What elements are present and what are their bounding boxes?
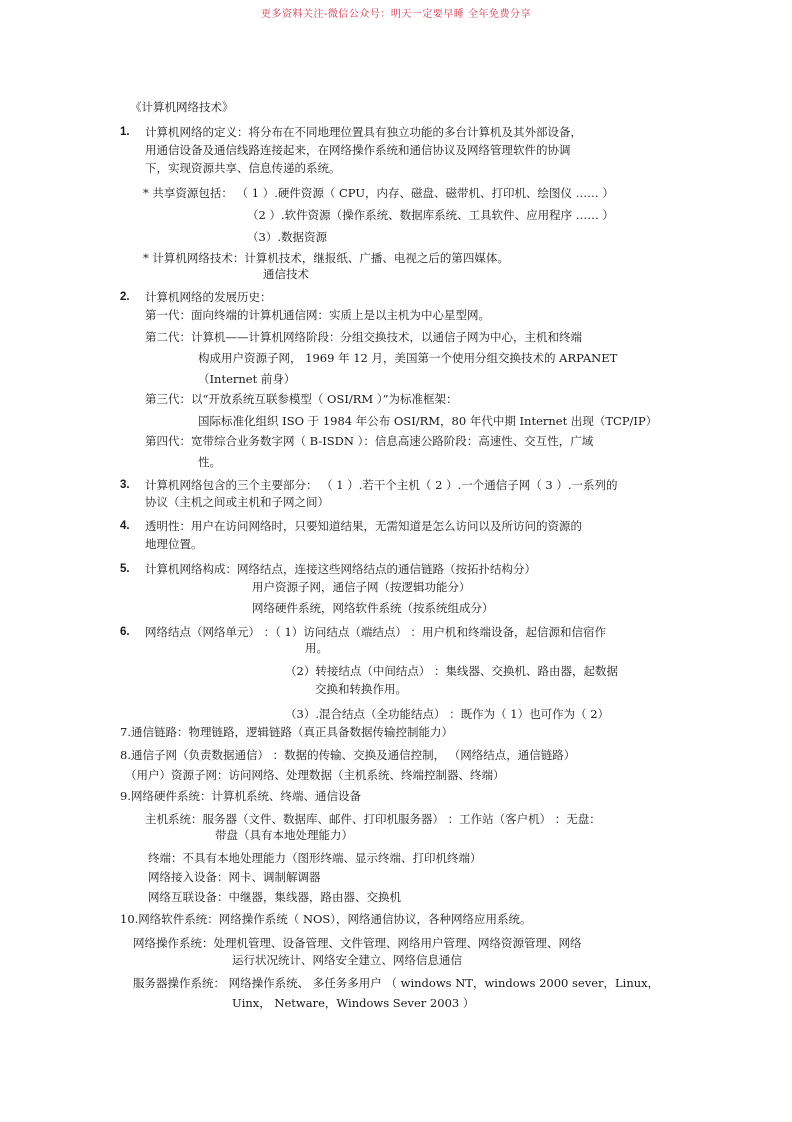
text-line: 网络接入设备：网卡、调制解调器 bbox=[148, 870, 321, 884]
list-number: 4. bbox=[120, 520, 130, 532]
text-line: 交换和转换作用。 bbox=[315, 682, 407, 696]
text-line: （2）转接结点（中间结点） ：集线器、交换机、路由器，起数据 bbox=[285, 664, 618, 678]
text-line: Uinx， Netware，Windows Sever 2003 ） bbox=[232, 996, 475, 1010]
text-line: 地理位置。 bbox=[145, 537, 203, 551]
text-line: 网络结点（网络单元） ：（ 1）访问结点（端结点） ：用户机和终端设备，起信源和信宿作 bbox=[145, 625, 607, 639]
text-line: 带盘（具有本地处理能力） bbox=[215, 828, 353, 842]
text-line: 第二代：计算机——计算机网络阶段：分组交换技术，以通信子网为中心，主机和终端 bbox=[145, 330, 582, 344]
document-title: 《计算机网络技术》 bbox=[130, 100, 234, 114]
promo-banner: 更多资料关注-微信公众号：明天一定要早睡 全年免费分享 bbox=[260, 9, 532, 20]
text-line: 计算机网络包含的三个主要部分： （ 1 ）.若干个主机（ 2 ）.一个通信子网（ 3 ）.一系列的 bbox=[145, 478, 618, 492]
text-line: 国际标准化组织 ISO 于 1984 年公布 OSI/RM，80 年代中期 Internet 出现（TCP/IP） bbox=[198, 414, 658, 428]
text-line: 通信技术 bbox=[263, 267, 309, 281]
text-line: 服务器操作系统： 网络操作系统、 多任务多用户 （ windows NT，windows 2000 sever，Linux， bbox=[133, 976, 660, 990]
text-line: 7.通信链路：物理链路，逻辑链路（真正具备数据传输控制能力） bbox=[120, 725, 453, 739]
text-line: （Internet 前身） bbox=[198, 372, 296, 386]
text-line: 网络硬件系统，网络软件系统（按系统组成分） bbox=[252, 601, 494, 615]
list-number: 3. bbox=[120, 479, 130, 491]
text-line: 第四代：宽带综合业务数字网（ B-ISDN ）：信息高速公路阶段：高速性、交互性，广域 bbox=[145, 434, 594, 448]
text-line: 下，实现资源共享、信息传递的系统。 bbox=[145, 161, 341, 175]
text-line: * 计算机网络技术：计算机技术，继报纸、广播、电视之后的第四媒体。 bbox=[143, 251, 509, 265]
text-line: 主机系统：服务器（文件、数据库、邮件、打印机服务器） ：工作站（客户机） ：无盘： bbox=[145, 812, 601, 826]
list-number: 1. bbox=[120, 126, 130, 138]
text-line: 第一代：面向终端的计算机通信网：实质上是以主机为中心星型网。 bbox=[145, 308, 490, 322]
text-line: 构成用户资源子网， 1969 年 12 月，美国第一个使用分组交换技术的 ARPANET bbox=[198, 351, 618, 365]
list-number: 5. bbox=[120, 563, 130, 575]
text-line: 9.网络硬件系统：计算机系统、终端、通信设备 bbox=[120, 789, 361, 803]
text-line: （2 ）.软件资源（操作系统、数据库系统、工具软件、应用程序 …… ） bbox=[247, 208, 614, 222]
text-line: 用。 bbox=[305, 641, 328, 655]
text-line: 透明性：用户在访问网络时，只要知道结果，无需知道是怎么访问以及所访问的资源的 bbox=[145, 519, 582, 533]
text-line: 10.网络软件系统：网络操作系统（ NOS），网络通信协议，各种网络应用系统。 bbox=[120, 912, 532, 926]
text-line: 终端：不具有本地处理能力（图形终端、显示终端、打印机终端） bbox=[148, 851, 482, 865]
text-line: 计算机网络构成：网络结点，连接这些网络结点的通信链路（按拓扑结构分） bbox=[145, 562, 536, 576]
text-line: 网络互联设备：中继器，集线器，路由器、交换机 bbox=[148, 890, 401, 904]
text-line: 网络操作系统：处理机管理、设备管理、文件管理、网络用户管理、网络资源管理、网络 bbox=[133, 936, 582, 950]
text-line: 计算机网络的定义：将分布在不同地理位置具有独立功能的多台计算机及其外部设备， bbox=[145, 125, 582, 139]
text-line: 用户资源子网，通信子网（按逻辑功能分） bbox=[252, 580, 471, 594]
text-line: 协议（主机之间或主机和子网之间） bbox=[145, 495, 329, 509]
text-line: 运行状况统计、网络安全建立、网络信息通信 bbox=[232, 953, 462, 967]
list-number: 6. bbox=[120, 626, 130, 638]
text-line: * 共享资源包括： （ 1 ）.硬件资源（ CPU，内存、磁盘、磁带机、打印机、绘图仪 …… ） bbox=[143, 186, 614, 200]
list-number: 2. bbox=[120, 291, 130, 303]
text-line: 8.通信子网（负责数据通信） ：数据的传输、交换及通信控制， （网络结点，通信链路） bbox=[120, 748, 576, 762]
text-line: 用通信设备及通信线路连接起来，在网络操作系统和通信协议及网络管理软件的协调 bbox=[145, 143, 571, 157]
text-line: （用户）资源子网：访问网络、处理数据（主机系统、终端控制器、终端） bbox=[125, 768, 505, 782]
text-line: （3）.数据资源 bbox=[247, 230, 327, 244]
text-line: 第三代：以“开放系统互联参模型（ OSI/RM ）”为标准框架： bbox=[145, 392, 458, 406]
text-line: （3）.混合结点（全功能结点） ：既作为（ 1）也可作为（ 2） bbox=[285, 707, 610, 721]
text-line: 性。 bbox=[198, 455, 221, 469]
text-line: 计算机网络的发展历史： bbox=[145, 290, 272, 304]
